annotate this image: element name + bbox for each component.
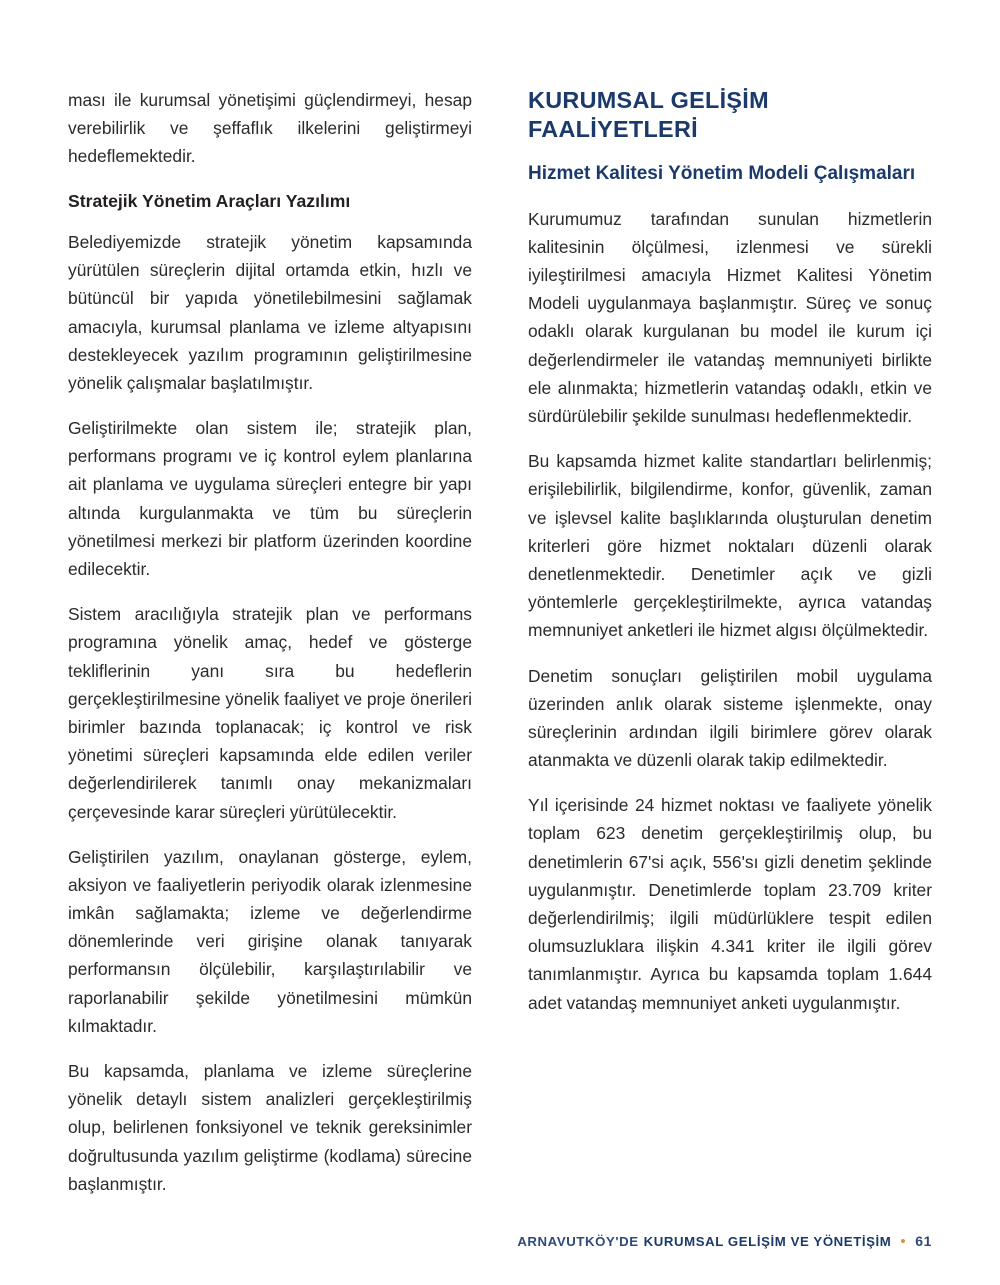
left-column (68, 86, 472, 1198)
continued-paragraph: ması ile kurumsal yönetişimi güçlendirmeyi, hesap verebilirlik ve şeffaflık ilkelerini geliştirmeyi hedeflemektedir. (68, 90, 472, 167)
right-column (528, 86, 932, 1198)
footer-dot-icon: • (900, 1232, 907, 1250)
paragraph: Bu kapsamda hizmet kalite standartları belirlenmiş; erişilebilirlik, bilgilendirme, konfor, güvenlik, zaman ve işlevsel kalite başlıklarında oluşturulan denetim kriterleri göre hizmet noktaları düzenli olarak denetlenmektedir. Denetimler açık ve gizli yöntemlerle gerçekleştirilmekte, ayrıca vatandaş memnuniyet anketleri ile hizmet algısı ölçülmektedir. (528, 451, 932, 641)
page-footer (0, 1233, 1000, 1249)
section-title: KURUMSAL GELİŞİM FAALİYETLERİ (528, 87, 769, 143)
paragraph: Yıl içerisinde 24 hizmet noktası ve faaliyete yönelik toplam 623 denetim gerçekleştirilmiş olup, bu denetimlerin 67'si açık, 556'sı gizli denetim şeklinde uygulanmıştır. Denetimlerde toplam 23.709 kriter değerlendirilmiş; ilgili müdürlüklere tespit edilen olumsuzluklara ilişkin 4.341 kriter ile ilgili görev tanımlanmıştır. Ayrıca bu kapsamda toplam 1.644 adet vatandaş memnuniyet anketi uygulanmıştır. (528, 795, 932, 1013)
paragraph: Belediyemizde stratejik yönetim kapsamında yürütülen süreçlerin dijital ortamda etkin, hızlı ve bütüncül bir yapıda yönetilebilmesini sağlamak amacıyla, kurumsal planlama ve izleme altyapısını destekleyecek yazılım programının geliştirilmesine yönelik çalışmalar başlatılmıştır. (68, 231, 472, 393)
paragraph: Geliştirilen yazılım, onaylanan gösterge, eylem, aksiyon ve faaliyetlerin periyodik olarak izlenmesine imkân sağlamakta; izleme ve değerlendirme dönemlerinde veri girişine olanak tanıyarak performansın ölçülebilir, karşılaştırılabilir ve raporlanabilir şekilde yönetilmesini mümkün kılmaktadır. (68, 846, 472, 1036)
footer-plain-text: ARNAVUTKÖY'DE (517, 1233, 639, 1249)
paragraph: Denetim sonuçları geliştirilen mobil uygulama üzerinden anlık olarak sisteme işlenmekte, onay süreçlerinin ardından ilgili birimlere görev olarak atanmakta ve düzenli olarak takip edilmektedir. (528, 665, 932, 771)
left-column-heading: Stratejik Yönetim Araçları Yazılımı (68, 190, 351, 211)
footer-strong-text: KURUMSAL GELİŞİM VE YÖNETİŞİM (643, 1233, 892, 1249)
paragraph: Geliştirilmekte olan sistem ile; stratejik plan, performans programı ve iç kontrol eylem planlarına ait planlama ve uygulama süreçleri entegre bir yapı altında kurgulanmakta ve tüm bu süreçlerin yönetilmesi merkezi bir platform üzerinden koordine edilecektir. (68, 418, 472, 580)
two-column-layout (68, 86, 932, 1198)
paragraph: Sistem aracılığıyla stratejik plan ve performans programına yönelik amaç, hedef ve gösterge tekliflerinin yanı sıra bu hedeflerin gerçekleştirilmesine yönelik faaliyet ve proje önerileri birimler bazında toplanacak; iç kontrol ve risk yönetimi süreçleri kapsamında elde edilen veriler değerlendirilerek tanımlı onay mekanizmaları çerçevesinde karar süreçleri yürütülecektir. (68, 604, 472, 822)
section-subtitle: Hizmet Kalitesi Yönetim Modeli Çalışmaları (528, 162, 916, 184)
page-number: 61 (915, 1233, 932, 1249)
paragraph: Kurumumuz tarafından sunulan hizmetlerin kalitesinin ölçülmesi, izlenmesi ve sürekli iyileştirilmesi amacıyla Hizmet Kalitesi Yönetim Modeli uygulanmaya başlanmıştır. Süreç ve sonuç odaklı olarak kurgulanan bu model ile kurum içi değerlendirmeler ile vatandaş memnuniyeti birlikte ele alınmakta; hizmetlerin vatandaş odaklı, etkin ve sürdürülebilir şekilde sunulması hedeflenmektedir. (528, 208, 932, 427)
paragraph: Bu kapsamda, planlama ve izleme süreçlerine yönelik detaylı sistem analizleri gerçekleştirilmiş olup, belirlenen fonksiyonel ve teknik gereksinimler doğrultusunda yazılım geliştirme (kodlama) sürecine başlanmıştır. (68, 1061, 472, 1194)
